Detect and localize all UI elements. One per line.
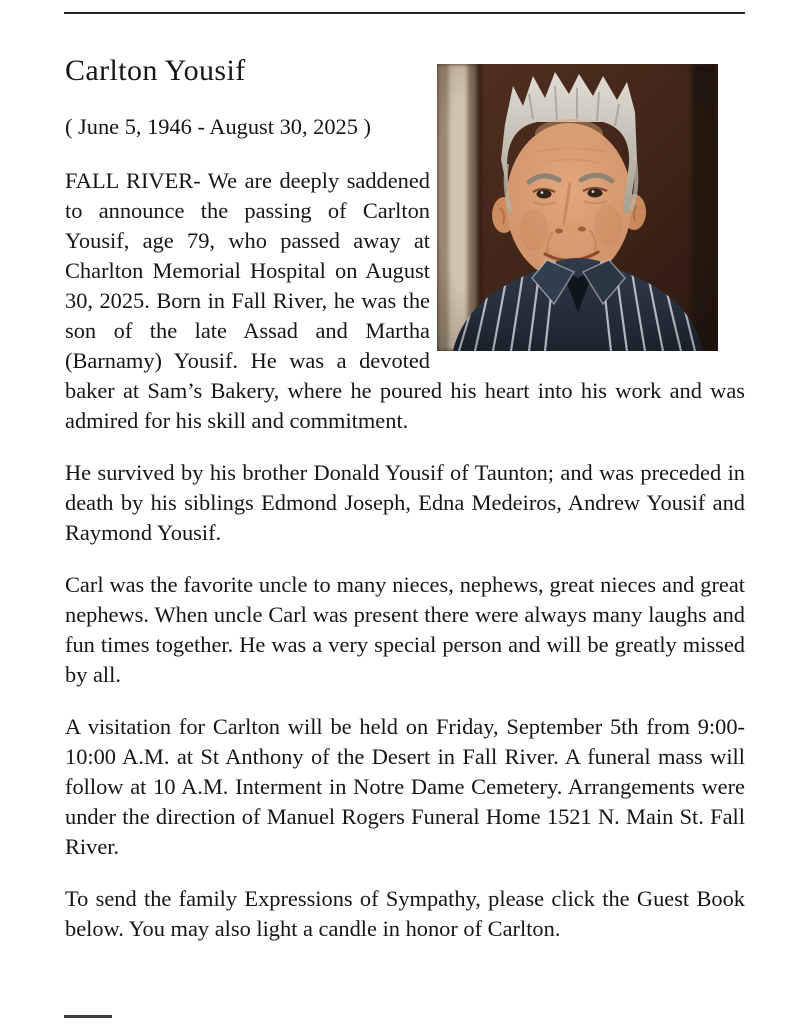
obituary-paragraph-intro: FALL RIVER- We are deeply saddened to announce the passing of Carlton Yousif, age 79, who passed away at Charlton Memorial Hospital on August 30, 2025. Born in Fall River, he was the son of the late Assad and Martha (Barnamy) Yousif. He was a devoted baker at Sam’s Bakery, where he poured his heart into his work and was admired for his skill and commitment. — [65, 168, 745, 433]
obituary-content — [65, 0, 745, 966]
portrait-illustration — [437, 64, 718, 351]
portrait-photo — [437, 64, 718, 351]
obituary-paragraph-sympathy: To send the family Expressions of Sympathy, please click the Guest Book below. You may also light a candle in honor of Carlton. — [65, 886, 745, 941]
obituary-paragraph-survivors: He survived by his brother Donald Yousif of Taunton; and was preceded in death by his siblings Edmond Joseph, Edna Medeiros, Andrew Yousif and Raymond Yousif. — [65, 460, 745, 545]
bottom-divider-partial — [64, 1015, 112, 1018]
obituary-paragraph-services: A visitation for Carlton will be held on Friday, September 5th from 9:00-10:00 A.M. at St Anthony of the Desert in Fall River. A funeral mass will follow at 10 A.M. Interment in Notre Dame Cemetery. Arrangements were under the direction of Manuel Rogers Funeral Home 1521 N. Main St. Fall River. — [65, 714, 745, 859]
page-title: Carlton Yousif — [65, 54, 246, 87]
obituary-paragraph-family: Carl was the favorite uncle to many nieces, nephews, great nieces and great nephews. When uncle Carl was present there were always many laughs and fun times together. He was a very special person and will be greatly missed by all. — [65, 572, 745, 687]
life-dates: ( June 5, 1946 - August 30, 2025 ) — [65, 114, 371, 139]
